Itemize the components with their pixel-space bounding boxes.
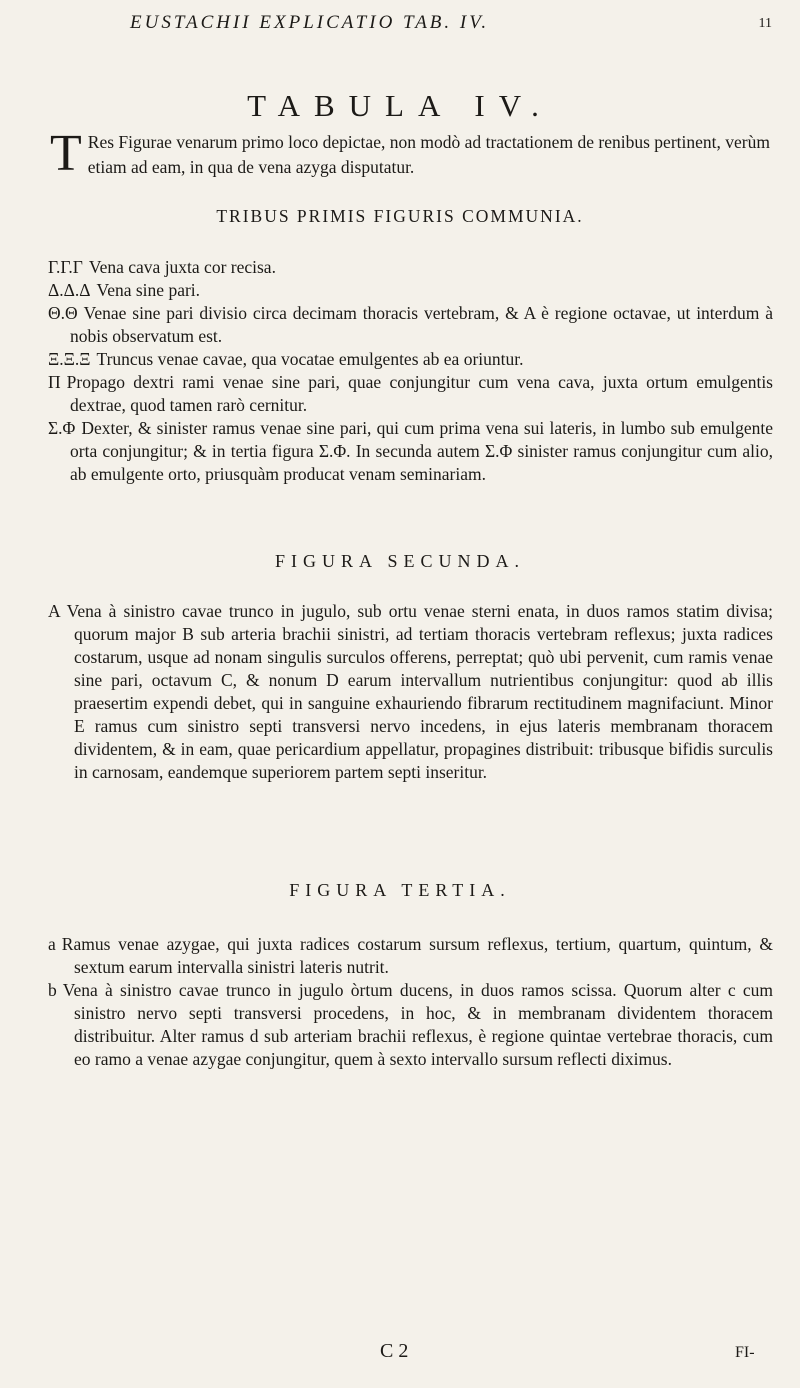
entry-theta (48, 302, 773, 348)
entry-text: Ramus venae azygae, qui juxta radices costarum sursum reflexus, tertium, quartum, quintum, & sextum earum intervalla sinistri lateris nutrit. (61, 934, 773, 977)
signature-mark: C 2 (380, 1340, 409, 1362)
entry-text: Truncus venae cavae, qua vocatae emulgentes ab ea oriuntur. (96, 349, 524, 369)
entry-text: Venae sine pari divisio circa decimam thoracis vertebram, & A è regione octavae, ut interdum à nobis observatum est. (70, 303, 773, 346)
entry-text: Vena cava juxta cor recisa. (88, 257, 276, 277)
page-number: 11 (758, 16, 772, 31)
section-figura-tertia-entries (48, 933, 773, 1071)
entry-key: a (48, 934, 56, 954)
intro-text: Res Figurae venarum primo loco depictae, non modò ad tractationem de renibus pertinent, verùm etiam ad eam, in qua de vena azyga disputatur. (87, 132, 770, 177)
section-heading-figura-secunda: FIGURA SECUNDA. (274, 551, 526, 571)
entry-text: Vena à sinistro cavae trunco in jugulo òrtum ducens, in duos ramos scissa. Quorum alter c cum sinistro nervo septi transversi procedens, in hoc, & in membranam dividentem thoracem distribuitur. Alter ramus d sub arteriam brachii reflexus, è regione quintae vertebrae thoracis, cum eo ramo a venae azygae conjungitur, quem à sexto intervallo sursum reflecti diximus. (62, 980, 773, 1069)
entry-text: Vena sine pari. (96, 280, 201, 300)
plate-title: TABULA IV. (247, 88, 553, 123)
entry-text: Vena à sinistro cavae trunco in jugulo, sub ortu venae sterni enata, in duos ramos statim divisa; quorum major B sub arteria brachii sinistri, ad tertiam thoracis vertebram reflexus; juxta radices costarum, usque ad nonam singulis surculos offerens, perreptat; quò ubi pervenit, cum ramis venae sine pari, octavum C, & nonum D earum intervallum nutrientibus conjungitur: quod ab illis praesertim expendi debet, qui in sanguine exhauriendo fibrarum rectitudinem magnifaciunt. Minor E ramus cum sinistro septi transversi nervo incedens, in ejus lateris membranam thoracem dividentem, & in eam, quae pericardium appellatur, propagines distribuit: tribusque bifidis surculis in carnosam, eandemque superiorem partem septi inseritur. (66, 601, 773, 782)
running-head-title: EUSTACHII EXPLICATIO TAB. IV. (130, 12, 490, 33)
entry-gamma (48, 256, 773, 279)
catchword: FI- (735, 1344, 755, 1361)
intro-paragraph (50, 125, 770, 182)
entry-delta (48, 279, 773, 302)
entry-a-upper (48, 600, 773, 784)
section-heading-figura-tertia: FIGURA TERTIA. (289, 880, 511, 900)
section-figura-secunda-entries (48, 600, 773, 784)
running-head (0, 12, 800, 42)
drop-cap: T (50, 125, 82, 182)
entry-b (48, 979, 773, 1071)
entry-key: Σ.Φ (48, 418, 76, 438)
entry-key: b (48, 980, 57, 1000)
section-heading-communia: TRIBUS PRIMIS FIGURIS COMMUNIA. (216, 206, 584, 226)
section-communia-entries (48, 256, 773, 486)
entry-text: Dexter, & sinister ramus venae sine pari, qui cum prima vena sui lateris, in lumbo sub emulgente orta conjungitur; & in tertia figura Σ.Φ. In secunda autem Σ.Φ sinister ramus conjungitur cum alio, ab emulgente orto, priusquàm producat venam seminariam. (70, 418, 773, 484)
entry-key: Π (48, 372, 61, 392)
entry-text: Propago dextri rami venae sine pari, quae conjungitur cum vena cava, juxta ortum emulgentis dextrae, quod tamen rarò cernitur. (66, 372, 773, 415)
entry-key: Θ.Θ (48, 303, 78, 323)
entry-sigma-phi (48, 417, 773, 486)
entry-pi (48, 371, 773, 417)
entry-key: Ξ.Ξ.Ξ (48, 349, 91, 369)
entry-key: A (48, 601, 61, 621)
entry-a-lower (48, 933, 773, 979)
entry-key: Δ.Δ.Δ (48, 280, 91, 300)
entry-xi (48, 348, 773, 371)
entry-key: Γ.Γ.Γ (48, 257, 83, 277)
